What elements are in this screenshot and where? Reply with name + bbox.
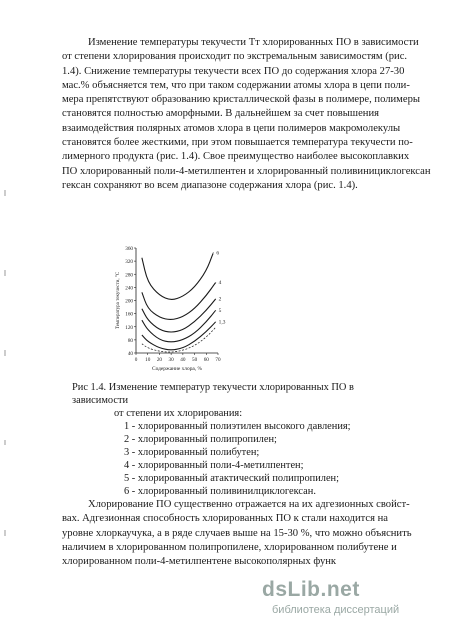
x-tick-label: 30 — [168, 357, 174, 363]
text-line: 1.4). Снижение температуры текучести всех ПО до содержания хлора 27-30 — [62, 65, 405, 77]
legend-item: 4 - хлорированный поли-4-метилпентен; — [124, 460, 304, 471]
text-line: гексан сохраняют во всем диапазоне содержания хлора (рис. 1.4). — [62, 179, 358, 191]
series-label: 6 — [216, 250, 220, 257]
series-label: 2 — [218, 296, 222, 303]
y-tick-label: 40 — [127, 351, 133, 357]
series-line — [142, 322, 216, 350]
chart-ticks — [125, 246, 221, 363]
text-line: наличием в хлорированном полипропилене, хлорированном полибутене и — [62, 541, 397, 553]
paragraph-temperature-flow — [62, 36, 431, 193]
series-line — [142, 299, 216, 332]
figure-caption — [72, 381, 412, 498]
x-tick-label: 10 — [145, 357, 151, 363]
paragraph-adhesion — [62, 498, 414, 569]
y-tick-label: 200 — [125, 298, 133, 305]
y-tick-label: 240 — [125, 285, 133, 292]
text-line: мас.% объясняется тем, что при таком содержании атомы хлора в цепи поли- — [62, 79, 410, 91]
series-line — [142, 253, 213, 299]
text-line: становятся более жесткими, при этом повышается температура текучести по- — [62, 137, 413, 149]
series-label: 1,3 — [218, 319, 226, 326]
caption-title: Рис 1.4. Изменение температур текучести хлорированных ПО в зависимости — [72, 382, 354, 406]
x-tick-label: 50 — [191, 357, 198, 363]
text-line: вах. Адгезионная способность хлорированных ПО к стали находится на — [62, 513, 388, 525]
x-tick-label: 70 — [215, 357, 221, 363]
dslib-subtitle: библиотека диссертаций — [272, 604, 400, 616]
series-label: 4 — [218, 279, 222, 286]
x-tick-label: 40 — [180, 357, 186, 363]
x-tick-label: 60 — [203, 357, 209, 363]
text-line: Хлорирование ПО существенно отражается на их адгезионных свойст- — [88, 499, 410, 510]
legend-item: 3 - хлорированный полибутен; — [124, 447, 260, 458]
dslib-watermark[interactable] — [262, 578, 442, 622]
series-line — [142, 310, 216, 342]
y-axis-label: Температура текучести, °С — [116, 271, 121, 330]
legend-item: 2 - хлорированный полипропилен; — [124, 434, 277, 445]
dslib-logo: dsLib.net — [262, 578, 360, 601]
y-tick-label: 80 — [127, 337, 133, 344]
scan-margin-marks — [2, 180, 10, 600]
text-line: уровне хлоркаучука, а в ряде случаев выше на 15-30 %, что можно объяснить — [62, 527, 412, 539]
text-line: становятся полностью аморфными. В дальнейшем за счет повышения — [62, 108, 379, 120]
series-label: 5 — [218, 307, 222, 314]
legend-item: 1 - хлорированный полиэтилен высокого давления; — [124, 421, 351, 432]
x-tick-label: 0 — [134, 357, 138, 363]
y-tick-label: 360 — [125, 246, 133, 252]
text-line: ПО хлорированный поли-4-метилпентен и хлорированный поливинициклогексан — [62, 165, 431, 177]
text-line: от степени хлорирования происходит по экстремальным зависимостям (рис. — [62, 51, 408, 63]
text-line: мера препятствуют образованию кристаллической фазы в полимере, полимеры — [62, 94, 420, 106]
caption-subtitle: от степени их хлорирования: — [114, 408, 243, 419]
chart-series-labels — [216, 250, 225, 325]
y-tick-label: 280 — [125, 272, 133, 279]
text-line: Изменение температуры текучести Tт хлорированных ПО в зависимости — [88, 37, 419, 48]
text-line: хлорированном поли-4-метилпентене высокополярных функ — [62, 556, 337, 568]
y-tick-label: 160 — [125, 311, 133, 318]
figure-1-4-chart — [100, 240, 340, 375]
text-line: лимерного продукта (рис. 1.4). Свое преимущество наиболее высокоплавких — [62, 151, 410, 163]
text-line: взаимодействия полярных атомов хлора в цепи полимеров макромолекулы — [62, 122, 401, 134]
y-tick-label: 320 — [125, 259, 133, 266]
legend-item: 6 - хлорированный поливинилциклогексан. — [124, 486, 316, 497]
y-tick-label: 120 — [125, 324, 133, 331]
x-axis-label: Содержание хлора, % — [152, 366, 202, 372]
chart-series — [142, 253, 216, 352]
legend-item: 5 - хлорированный атактический полипропилен; — [124, 473, 340, 484]
x-tick-label: 20 — [156, 357, 163, 363]
